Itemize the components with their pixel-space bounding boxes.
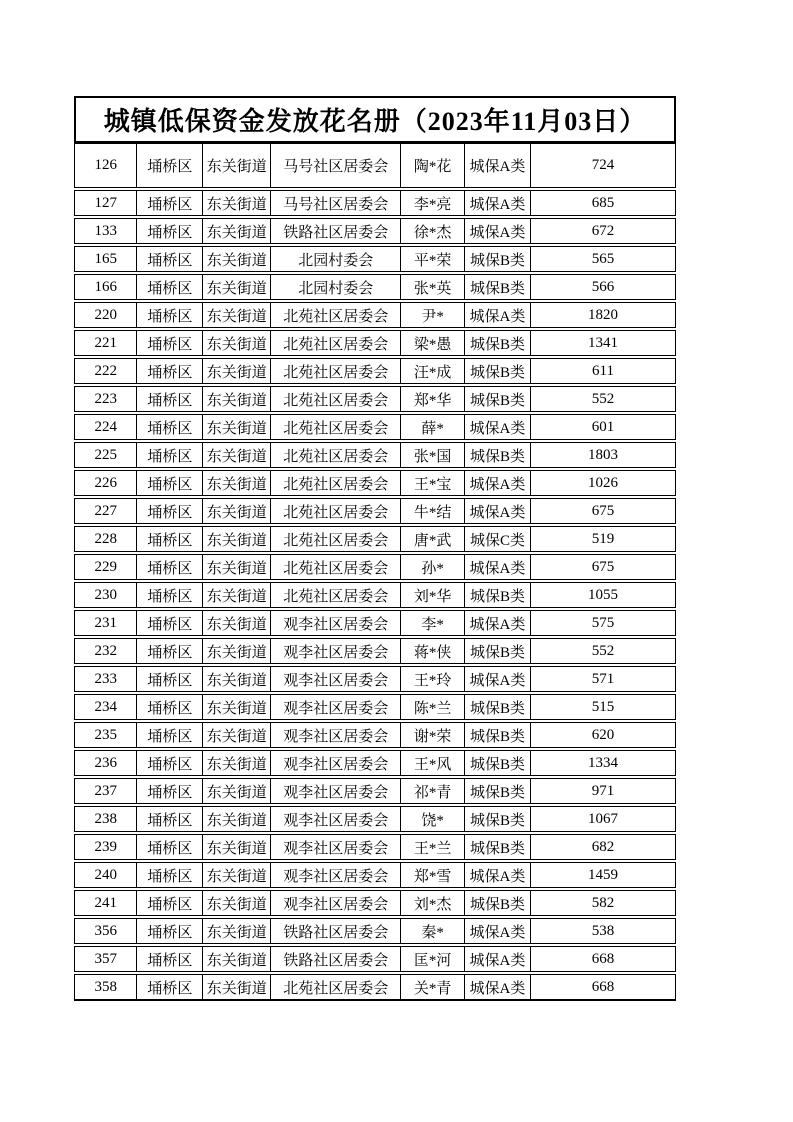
cell-seq: 133 xyxy=(75,219,137,243)
cell-name: 陈*兰 xyxy=(401,695,465,719)
cell-seq: 225 xyxy=(75,443,137,467)
cell-amount: 675 xyxy=(591,502,615,519)
cell-seq: 224 xyxy=(75,415,137,439)
cell-name: 李* xyxy=(401,611,465,635)
table-rows xyxy=(74,143,676,1001)
cell-amount: 582 xyxy=(591,894,615,911)
table-row xyxy=(74,750,676,776)
cell-amount: 685 xyxy=(591,194,615,211)
table-row xyxy=(74,722,676,748)
cell-name: 平*荣 xyxy=(401,247,465,271)
cell-street: 东关街道 xyxy=(203,144,271,187)
cell-name: 牛*结 xyxy=(401,499,465,523)
cell-category: 城保C类 xyxy=(465,527,531,551)
cell-category: 城保A类 xyxy=(465,219,531,243)
table-row xyxy=(74,862,676,888)
cell-district: 埇桥区 xyxy=(137,583,203,607)
cell-street: 东关街道 xyxy=(203,947,271,971)
cell-amount: 1341 xyxy=(587,334,618,351)
cell-name: 徐*杰 xyxy=(401,219,465,243)
cell-category: 城保B类 xyxy=(465,583,531,607)
cell-amount: 565 xyxy=(591,250,615,267)
cell-community: 北苑社区居委会 xyxy=(271,359,401,383)
cell-category: 城保A类 xyxy=(465,471,531,495)
cell-name: 陶*花 xyxy=(401,144,465,187)
cell-seq: 240 xyxy=(75,863,137,887)
table-row xyxy=(74,274,676,300)
cell-name: 梁*愚 xyxy=(401,331,465,355)
cell-street: 东关街道 xyxy=(203,331,271,355)
cell-community: 观李社区居委会 xyxy=(271,723,401,747)
table-row xyxy=(74,386,676,412)
cell-seq: 223 xyxy=(75,387,137,411)
table-row xyxy=(74,470,676,496)
cell-amount: 1803 xyxy=(587,446,618,463)
cell-category: 城保B类 xyxy=(465,443,531,467)
cell-category: 城保B类 xyxy=(465,723,531,747)
table-row xyxy=(74,610,676,636)
cell-name: 郑*雪 xyxy=(401,863,465,887)
cell-community: 观李社区居委会 xyxy=(271,751,401,775)
cell-community: 观李社区居委会 xyxy=(271,779,401,803)
cell-category: 城保B类 xyxy=(465,247,531,271)
cell-street: 东关街道 xyxy=(203,975,271,999)
cell-name: 关*青 xyxy=(401,975,465,999)
table-row xyxy=(74,442,676,468)
cell-category: 城保B类 xyxy=(465,359,531,383)
cell-community: 马号社区居委会 xyxy=(271,191,401,215)
cell-street: 东关街道 xyxy=(203,891,271,915)
cell-category: 城保A类 xyxy=(465,611,531,635)
cell-name: 郑*华 xyxy=(401,387,465,411)
cell-community: 观李社区居委会 xyxy=(271,891,401,915)
cell-district: 埇桥区 xyxy=(137,863,203,887)
cell-community: 观李社区居委会 xyxy=(271,667,401,691)
table-row xyxy=(74,246,676,272)
cell-name: 李*亮 xyxy=(401,191,465,215)
cell-category: 城保B类 xyxy=(465,695,531,719)
cell-street: 东关街道 xyxy=(203,919,271,943)
cell-amount: 620 xyxy=(591,726,615,743)
cell-street: 东关街道 xyxy=(203,275,271,299)
cell-community: 观李社区居委会 xyxy=(271,695,401,719)
cell-street: 东关街道 xyxy=(203,723,271,747)
cell-amount: 601 xyxy=(591,418,615,435)
cell-name: 刘*杰 xyxy=(401,891,465,915)
cell-seq: 236 xyxy=(75,751,137,775)
cell-street: 东关街道 xyxy=(203,471,271,495)
cell-street: 东关街道 xyxy=(203,639,271,663)
cell-seq: 166 xyxy=(75,275,137,299)
cell-district: 埇桥区 xyxy=(137,191,203,215)
table-row xyxy=(74,526,676,552)
cell-street: 东关街道 xyxy=(203,779,271,803)
cell-amount: 668 xyxy=(591,978,615,995)
cell-amount: 1055 xyxy=(587,586,618,603)
cell-category: 城保B类 xyxy=(465,779,531,803)
cell-category: 城保B类 xyxy=(465,835,531,859)
cell-seq: 226 xyxy=(75,471,137,495)
cell-category: 城保A类 xyxy=(465,415,531,439)
cell-name: 秦* xyxy=(401,919,465,943)
cell-name: 王*兰 xyxy=(401,835,465,859)
cell-seq: 234 xyxy=(75,695,137,719)
cell-category: 城保A类 xyxy=(465,191,531,215)
cell-seq: 221 xyxy=(75,331,137,355)
table-row xyxy=(74,302,676,328)
cell-amount: 611 xyxy=(592,362,614,379)
cell-name: 刘*华 xyxy=(401,583,465,607)
cell-amount: 1459 xyxy=(587,866,618,883)
cell-seq: 237 xyxy=(75,779,137,803)
cell-community: 北园村委会 xyxy=(271,247,401,271)
cell-seq: 356 xyxy=(75,919,137,943)
cell-name: 饶* xyxy=(401,807,465,831)
cell-category: 城保B类 xyxy=(465,891,531,915)
cell-category: 城保B类 xyxy=(465,639,531,663)
cell-street: 东关街道 xyxy=(203,219,271,243)
cell-category: 城保A类 xyxy=(465,975,531,999)
cell-amount: 519 xyxy=(591,530,615,547)
cell-street: 东关街道 xyxy=(203,443,271,467)
cell-name: 匡*河 xyxy=(401,947,465,971)
cell-district: 埇桥区 xyxy=(137,639,203,663)
table-row xyxy=(74,918,676,944)
cell-street: 东关街道 xyxy=(203,583,271,607)
cell-community: 观李社区居委会 xyxy=(271,639,401,663)
cell-seq: 228 xyxy=(75,527,137,551)
cell-category: 城保A类 xyxy=(465,555,531,579)
cell-community: 北苑社区居委会 xyxy=(271,583,401,607)
cell-district: 埇桥区 xyxy=(137,275,203,299)
cell-community: 铁路社区居委会 xyxy=(271,219,401,243)
cell-category: 城保B类 xyxy=(465,275,531,299)
cell-community: 北苑社区居委会 xyxy=(271,499,401,523)
cell-community: 北苑社区居委会 xyxy=(271,471,401,495)
cell-name: 祁*青 xyxy=(401,779,465,803)
cell-district: 埇桥区 xyxy=(137,975,203,999)
table-row xyxy=(74,694,676,720)
cell-category: 城保A类 xyxy=(465,144,531,187)
cell-community: 马号社区居委会 xyxy=(271,144,401,187)
cell-category: 城保B类 xyxy=(465,387,531,411)
table-row xyxy=(74,143,676,188)
cell-category: 城保B类 xyxy=(465,751,531,775)
table-row xyxy=(74,890,676,916)
cell-name: 张*国 xyxy=(401,443,465,467)
cell-seq: 239 xyxy=(75,835,137,859)
cell-district: 埇桥区 xyxy=(137,331,203,355)
cell-community: 北苑社区居委会 xyxy=(271,975,401,999)
cell-seq: 233 xyxy=(75,667,137,691)
table-row xyxy=(74,974,676,1001)
cell-amount: 971 xyxy=(591,782,615,799)
cell-community: 北园村委会 xyxy=(271,275,401,299)
cell-seq: 126 xyxy=(75,144,137,187)
cell-name: 孙* xyxy=(401,555,465,579)
cell-street: 东关街道 xyxy=(203,835,271,859)
table-row xyxy=(74,358,676,384)
cell-category: 城保B类 xyxy=(465,807,531,831)
cell-community: 北苑社区居委会 xyxy=(271,527,401,551)
cell-street: 东关街道 xyxy=(203,807,271,831)
cell-name: 王*风 xyxy=(401,751,465,775)
cell-category: 城保A类 xyxy=(465,667,531,691)
cell-district: 埇桥区 xyxy=(137,387,203,411)
cell-seq: 127 xyxy=(75,191,137,215)
cell-seq: 357 xyxy=(75,947,137,971)
cell-street: 东关街道 xyxy=(203,387,271,411)
cell-community: 铁路社区居委会 xyxy=(271,947,401,971)
cell-street: 东关街道 xyxy=(203,527,271,551)
cell-category: 城保B类 xyxy=(465,331,531,355)
table-row xyxy=(74,666,676,692)
cell-seq: 220 xyxy=(75,303,137,327)
cell-amount: 575 xyxy=(591,614,615,631)
cell-name: 王*宝 xyxy=(401,471,465,495)
cell-district: 埇桥区 xyxy=(137,919,203,943)
cell-community: 北苑社区居委会 xyxy=(271,443,401,467)
cell-community: 北苑社区居委会 xyxy=(271,303,401,327)
cell-district: 埇桥区 xyxy=(137,219,203,243)
table-row xyxy=(74,190,676,216)
cell-category: 城保A类 xyxy=(465,919,531,943)
cell-amount: 552 xyxy=(591,390,615,407)
cell-seq: 222 xyxy=(75,359,137,383)
cell-district: 埇桥区 xyxy=(137,303,203,327)
cell-seq: 358 xyxy=(75,975,137,999)
cell-category: 城保A类 xyxy=(465,947,531,971)
table-row xyxy=(74,498,676,524)
cell-amount: 724 xyxy=(591,157,615,173)
cell-street: 东关街道 xyxy=(203,863,271,887)
cell-seq: 238 xyxy=(75,807,137,831)
cell-street: 东关街道 xyxy=(203,303,271,327)
cell-district: 埇桥区 xyxy=(137,499,203,523)
cell-name: 汪*成 xyxy=(401,359,465,383)
cell-amount: 571 xyxy=(591,670,615,687)
cell-amount: 1820 xyxy=(587,306,618,323)
cell-community: 观李社区居委会 xyxy=(271,835,401,859)
cell-district: 埇桥区 xyxy=(137,723,203,747)
cell-name: 王*玲 xyxy=(401,667,465,691)
cell-seq: 235 xyxy=(75,723,137,747)
cell-name: 张*英 xyxy=(401,275,465,299)
roster-table xyxy=(74,96,676,1001)
cell-category: 城保A类 xyxy=(465,863,531,887)
cell-district: 埇桥区 xyxy=(137,947,203,971)
cell-name: 蒋*侠 xyxy=(401,639,465,663)
cell-district: 埇桥区 xyxy=(137,247,203,271)
cell-street: 东关街道 xyxy=(203,359,271,383)
table-row xyxy=(74,806,676,832)
cell-district: 埇桥区 xyxy=(137,359,203,383)
cell-community: 铁路社区居委会 xyxy=(271,919,401,943)
cell-amount: 515 xyxy=(591,698,615,715)
table-row xyxy=(74,414,676,440)
cell-seq: 229 xyxy=(75,555,137,579)
cell-street: 东关街道 xyxy=(203,751,271,775)
cell-seq: 227 xyxy=(75,499,137,523)
cell-name: 唐*武 xyxy=(401,527,465,551)
table-row xyxy=(74,638,676,664)
cell-district: 埇桥区 xyxy=(137,144,203,187)
cell-amount: 1067 xyxy=(587,810,618,827)
cell-seq: 231 xyxy=(75,611,137,635)
cell-amount: 552 xyxy=(591,642,615,659)
cell-community: 北苑社区居委会 xyxy=(271,415,401,439)
cell-district: 埇桥区 xyxy=(137,891,203,915)
cell-amount: 675 xyxy=(591,558,615,575)
cell-street: 东关街道 xyxy=(203,191,271,215)
cell-seq: 230 xyxy=(75,583,137,607)
cell-district: 埇桥区 xyxy=(137,443,203,467)
cell-amount: 672 xyxy=(591,222,615,239)
table-title: 城镇低保资金发放花名册（2023年11月03日） xyxy=(74,96,676,143)
cell-seq: 165 xyxy=(75,247,137,271)
cell-community: 北苑社区居委会 xyxy=(271,331,401,355)
cell-amount: 566 xyxy=(591,278,615,295)
cell-district: 埇桥区 xyxy=(137,415,203,439)
cell-street: 东关街道 xyxy=(203,415,271,439)
cell-community: 北苑社区居委会 xyxy=(271,387,401,411)
cell-street: 东关街道 xyxy=(203,695,271,719)
cell-name: 谢*荣 xyxy=(401,723,465,747)
cell-street: 东关街道 xyxy=(203,555,271,579)
cell-district: 埇桥区 xyxy=(137,667,203,691)
cell-district: 埇桥区 xyxy=(137,695,203,719)
cell-amount: 538 xyxy=(591,922,615,939)
table-row xyxy=(74,582,676,608)
table-row xyxy=(74,330,676,356)
cell-community: 北苑社区居委会 xyxy=(271,555,401,579)
cell-amount: 1334 xyxy=(587,754,618,771)
cell-street: 东关街道 xyxy=(203,667,271,691)
cell-name: 尹* xyxy=(401,303,465,327)
cell-community: 观李社区居委会 xyxy=(271,807,401,831)
cell-amount: 668 xyxy=(591,950,615,967)
table-row xyxy=(74,834,676,860)
cell-seq: 241 xyxy=(75,891,137,915)
table-row xyxy=(74,946,676,972)
cell-district: 埇桥区 xyxy=(137,527,203,551)
cell-amount: 1026 xyxy=(587,474,618,491)
table-row xyxy=(74,554,676,580)
cell-district: 埇桥区 xyxy=(137,807,203,831)
cell-district: 埇桥区 xyxy=(137,835,203,859)
cell-community: 观李社区居委会 xyxy=(271,611,401,635)
cell-seq: 232 xyxy=(75,639,137,663)
table-row xyxy=(74,218,676,244)
cell-community: 观李社区居委会 xyxy=(271,863,401,887)
cell-category: 城保A类 xyxy=(465,303,531,327)
cell-street: 东关街道 xyxy=(203,611,271,635)
cell-street: 东关街道 xyxy=(203,499,271,523)
cell-amount: 682 xyxy=(591,838,615,855)
cell-name: 薛* xyxy=(401,415,465,439)
cell-district: 埇桥区 xyxy=(137,611,203,635)
cell-district: 埇桥区 xyxy=(137,471,203,495)
cell-category: 城保A类 xyxy=(465,499,531,523)
cell-street: 东关街道 xyxy=(203,247,271,271)
table-row xyxy=(74,778,676,804)
cell-district: 埇桥区 xyxy=(137,751,203,775)
cell-district: 埇桥区 xyxy=(137,555,203,579)
cell-district: 埇桥区 xyxy=(137,779,203,803)
